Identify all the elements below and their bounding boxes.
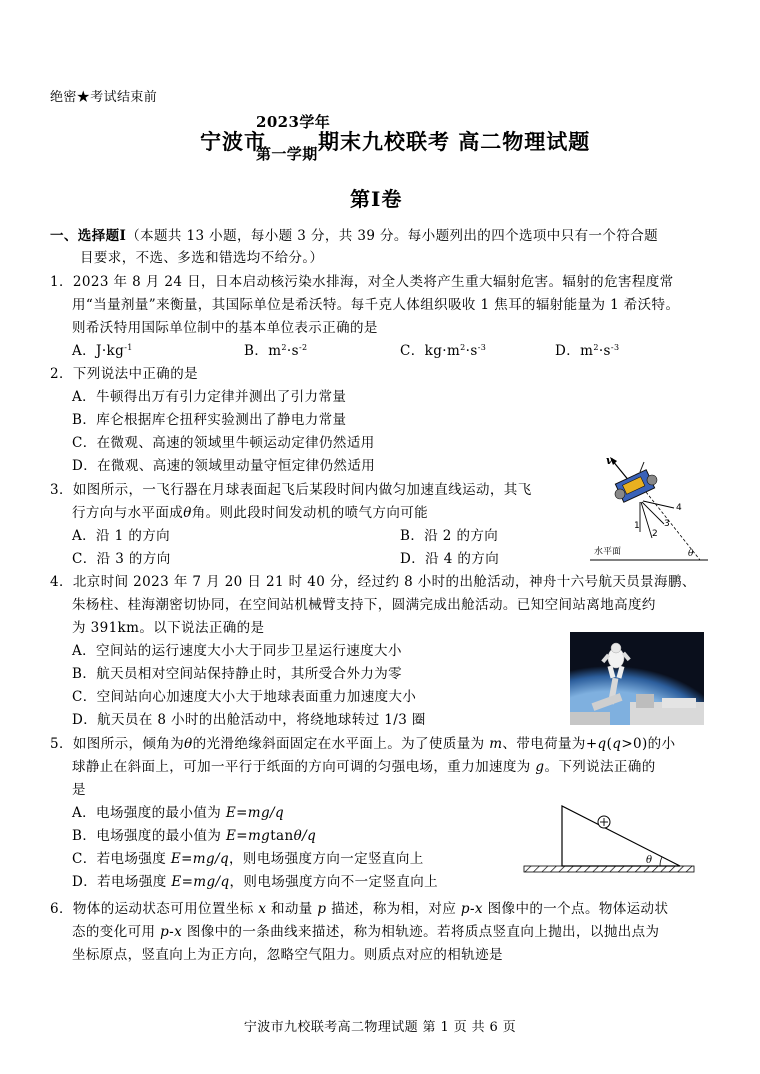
q3-option-b: B．沿 2 的方向: [400, 528, 499, 544]
q4-stem-line: 4．北京时间 2023 年 7 月 20 日 21 时 40 分，经过约 8 小时的出舱活动，神舟十六号航天员景海鹏、: [50, 574, 696, 590]
section-heading: 一、选择题Ⅰ: [50, 228, 127, 244]
q4-option-a: A．空间站的运行速度大小大于同步卫星运行速度大小: [72, 643, 402, 659]
graph-symbol: p-x: [460, 901, 483, 917]
stem-text: 、带电荷量为+: [502, 736, 598, 752]
exponent: -3: [610, 343, 620, 352]
charge-symbol: q: [597, 736, 607, 752]
exponent: 2: [593, 343, 599, 352]
q6-stem-line: [50, 899, 668, 919]
stem-text: 的光滑绝缘斜面固定在水平面上。为了使质量为: [192, 736, 490, 752]
ground-hatching: [524, 866, 694, 872]
q4-stem-line: 为 391km。以下说法正确的是: [72, 620, 265, 636]
instruction-line: （本题共 13 小题，每小题 3 分，共 39 分。每小题列出的四个选项中只有一个符合题: [126, 228, 659, 244]
direction-2: [641, 502, 652, 538]
direction-2-label: 2: [652, 529, 658, 539]
q1-stem-line: 1．2023 年 8 月 24 日，日本启动核污染水排海，对全人类将产生重大辐射危害。辐射的危害程度常: [50, 274, 674, 290]
direction-4: [643, 501, 674, 508]
q4-option-b: B．航天员相对空间站保持静止时，其所受合外力为零: [72, 666, 403, 682]
page-footer: 宁波市九校联考高二物理试题 第 1 页 共 6 页: [243, 1020, 517, 1035]
q3-stem-line: 3．如图所示，一飞行器在月球表面起飞后某段时间内做匀加速直线运动，其飞: [50, 482, 532, 498]
q4-option-c: C．空间站向心加速度大小大于地球表面重力加速度大小: [72, 689, 417, 705]
formula: E=mg/q: [170, 851, 230, 867]
option-text: ，则电场强度方向一定竖直向上: [229, 851, 424, 867]
exponent: 2: [460, 343, 466, 352]
stem-text: 5．如图所示，倾角为: [50, 736, 185, 752]
exponent: 2: [281, 343, 287, 352]
momentum-symbol: p: [317, 901, 327, 917]
volume-heading: 第Ⅰ卷: [350, 187, 403, 211]
q5-option-b: [72, 826, 316, 846]
formula: E=mg: [226, 828, 271, 844]
q5-stem-line: [50, 734, 675, 754]
q2-option-b: B．库仑根据库仑扭秤实验测出了静电力常量: [72, 412, 347, 428]
section-instruction: [50, 226, 658, 246]
theta-symbol: θ: [183, 505, 192, 521]
option-text: ·s: [465, 343, 478, 359]
option-text: A．J·kg: [72, 343, 125, 359]
instruction-line: 目要求，不选、多选和错选均不给分。）: [80, 250, 324, 266]
q5-incline-figure: [520, 800, 700, 880]
stem-text: 行方向与水平面成: [72, 505, 184, 521]
stem-text: 描述，称为相，对应: [326, 901, 461, 917]
q1-option-b: [244, 341, 308, 361]
q3-stem-line: [72, 503, 428, 523]
q5-option-a: [72, 803, 284, 823]
incline-triangle: [562, 806, 680, 866]
velocity-label: v: [606, 454, 613, 467]
stem-text: 图像中的一条曲线来描述，称为相轨迹。若将质点竖直向上抛出，以抛出点为: [182, 924, 660, 940]
stem-text: 6．物体的运动状态可用位置坐标: [50, 901, 259, 917]
title-semester: 第一学期: [256, 145, 318, 163]
q1-stem-line: 用“当量剂量”来衡量，其国际单位是希沃特。每千克人体组织吸收 1 焦耳的辐射能量为 1 希沃特。: [72, 297, 680, 313]
option-text: ·s: [598, 343, 611, 359]
option-text: C．若电场强度: [72, 851, 171, 867]
stem-text: 和动量: [266, 901, 318, 917]
option-text: D．若电场强度: [72, 874, 172, 890]
confidential-label: 绝密★考试结束前: [50, 90, 158, 105]
formula: E=mg/q: [171, 874, 230, 890]
q3-option-a: A．沿 1 的方向: [72, 528, 171, 544]
q2-option-c: C．在微观、高速的领域里牛顿运动定律仍然适用: [72, 435, 375, 451]
direction-4-label: 4: [676, 503, 682, 513]
option-text: D．m: [555, 343, 594, 359]
exponent: -2: [298, 343, 308, 352]
q2-option-d: D．在微观、高速的领域里动量守恒定律仍然适用: [72, 458, 376, 474]
option-text: C．kg·m: [400, 343, 461, 359]
q6-stem-line: 坐标原点，竖直向上为正方向，忽略空气阻力。则质点对应的相轨迹是: [72, 947, 503, 963]
stem-text: >0)的小: [621, 736, 676, 752]
stem-text: (: [606, 736, 613, 752]
q2-option-a: A．牛顿得出万有引力定律并测出了引力常量: [72, 389, 347, 405]
q3-aircraft-figure: [590, 450, 710, 565]
exponent: -3: [477, 343, 487, 352]
astronaut-photo: [570, 632, 704, 725]
q5-option-d: [72, 872, 438, 892]
direction-3-label: 3: [664, 519, 670, 529]
q1-option-c: [400, 341, 486, 361]
theta-symbol: θ: [184, 736, 193, 752]
stem-text: 。下列说法正确的: [544, 759, 656, 775]
position-symbol: x: [258, 901, 267, 917]
q3-option-d: D．沿 4 的方向: [400, 551, 500, 567]
q2-stem: 2．下列说法中正确的是: [50, 366, 198, 382]
option-text: ·s: [286, 343, 299, 359]
q4-option-d: D．航天员在 8 小时的出舱活动中，将绕地球转过 1/3 圈: [72, 712, 426, 728]
q5-option-c: [72, 849, 424, 869]
stem-text: 态的变化可用: [72, 924, 161, 940]
title-exam: 期末九校联考 高二物理试题: [318, 129, 591, 154]
stem-text: 角。则此段时间发动机的喷气方向可能: [191, 505, 429, 521]
angle-label: θ: [688, 549, 694, 559]
angle-label: θ: [646, 855, 653, 866]
formula: θ/q: [293, 828, 317, 844]
exponent: -1: [124, 343, 133, 352]
title-city: 宁波市: [200, 129, 266, 154]
q5-stem-line: [72, 757, 656, 777]
option-text: A．电场强度的最小值为: [72, 805, 226, 821]
formula: E=mg/q: [225, 805, 285, 821]
option-text: ，则电场强度方向不一定竖直向上: [229, 874, 439, 890]
q5-stem-line: 是: [72, 782, 86, 798]
aircraft-icon: [615, 462, 657, 502]
formula: tan: [270, 828, 294, 844]
ground-label: 水平面: [594, 547, 622, 557]
q3-option-c: C．沿 3 的方向: [72, 551, 171, 567]
q4-stem-line: 朱杨柱、桂海潮密切协同，在空间站机械臂支持下，圆满完成出舱活动。已知空间站离地高度约: [72, 597, 656, 613]
direction-1-label: 1: [634, 521, 640, 531]
stem-text: 球静止在斜面上，可加一平行于纸面的方向可调的匀强电场，重力加速度为: [72, 759, 536, 775]
option-text: B．m: [244, 343, 282, 359]
mass-symbol: m: [489, 736, 503, 752]
graph-symbol: p-x: [160, 924, 183, 940]
q1-option-a: [72, 341, 133, 361]
stem-text: 图像中的一个点。物体运动状: [482, 901, 669, 917]
title-year: 2023学年: [256, 113, 331, 131]
q6-stem-line: [72, 922, 659, 942]
q1-option-d: [555, 341, 619, 361]
option-text: B．电场强度的最小值为: [72, 828, 227, 844]
gravity-symbol: g: [535, 759, 545, 775]
q1-stem-line: 则希沃特用国际单位制中的基本单位表示正确的是: [72, 320, 378, 336]
charge-symbol: q: [612, 736, 622, 752]
